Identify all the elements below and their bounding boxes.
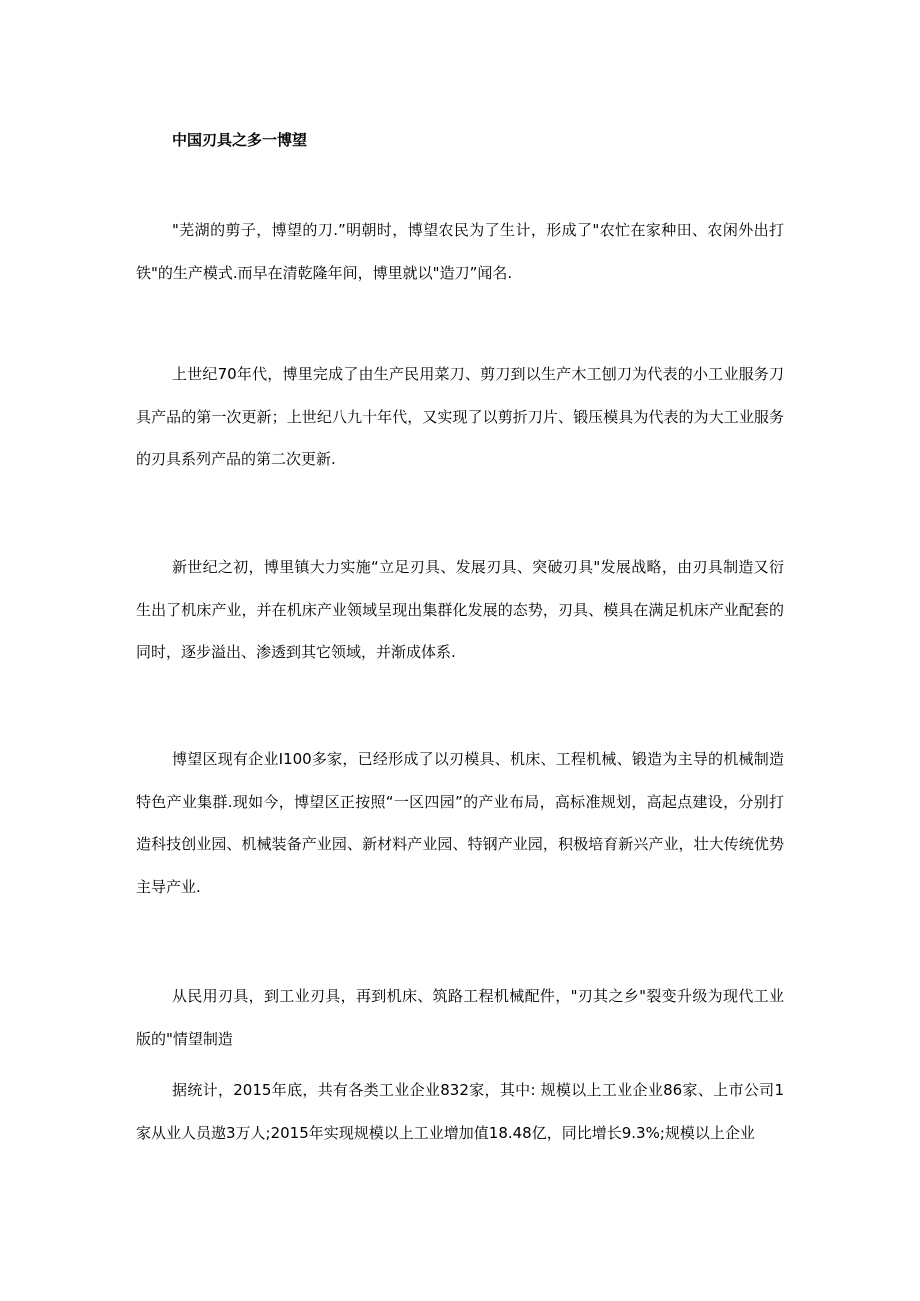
paragraph-history: 上世纪70年代，博里完成了由生产民用菜刀、剪刀到以生产木工刨刀为代表的小工业服务刀具产品的第一次更新；上世纪八九十年代，又实现了以剪折刀片、锻压模具为代表的为大工业服务的刃具系列产品的第二次更新. — [136, 365, 784, 468]
paragraph-origin: "芜湖的剪子，博望的刀.”明朝时，博望农民为了生计，形成了"农忙在家种田、农闲外出打铁"的生产模式.而早在清乾隆年间，博里就以"造刀”闻名. — [136, 221, 784, 282]
paragraph-statistics: 据统计，2015年底，共有各类工业企业832家，其中: 规模以上工业企业86家、上市公司1家从业人员遨3万人;2015年实现规模以上工业增加值18.48亿，同比增长9.3%;规模以上企业 — [136, 1081, 784, 1142]
page-title: 中国刃具之多一博望 — [172, 131, 308, 149]
paragraph-strategy: 新世纪之初，博里镇大力实施“立足刃具、发展刃具、突破刃具"发展战略，由刃具制造又衍生出了机床产业，并在机床产业领域呈现出集群化发展的态势，刃具、模具在满足机床产业配套的同时，逐步溢出、渗透到其它领域，并渐成体系. — [136, 558, 784, 661]
paragraph-upgrade: 从民用刃具，到工业刃具，再到机床、筑路工程机械配件，"刃其之乡"裂变升级为现代工业版的"情望制造 — [136, 987, 784, 1048]
paragraph-industry: 博望区现有企业I100多家，已经形成了以刃模具、机床、工程机械、锻造为主导的机械制造特色产业集群.现如今，博望区正按照“一区四园”的产业布局，高标准规划，高起点建设，分别打造科技创业园、机械装备产业园、新材料产业园、特钢产业园，积极培育新兴产业，壮大传统优势主导产业. — [136, 750, 784, 896]
